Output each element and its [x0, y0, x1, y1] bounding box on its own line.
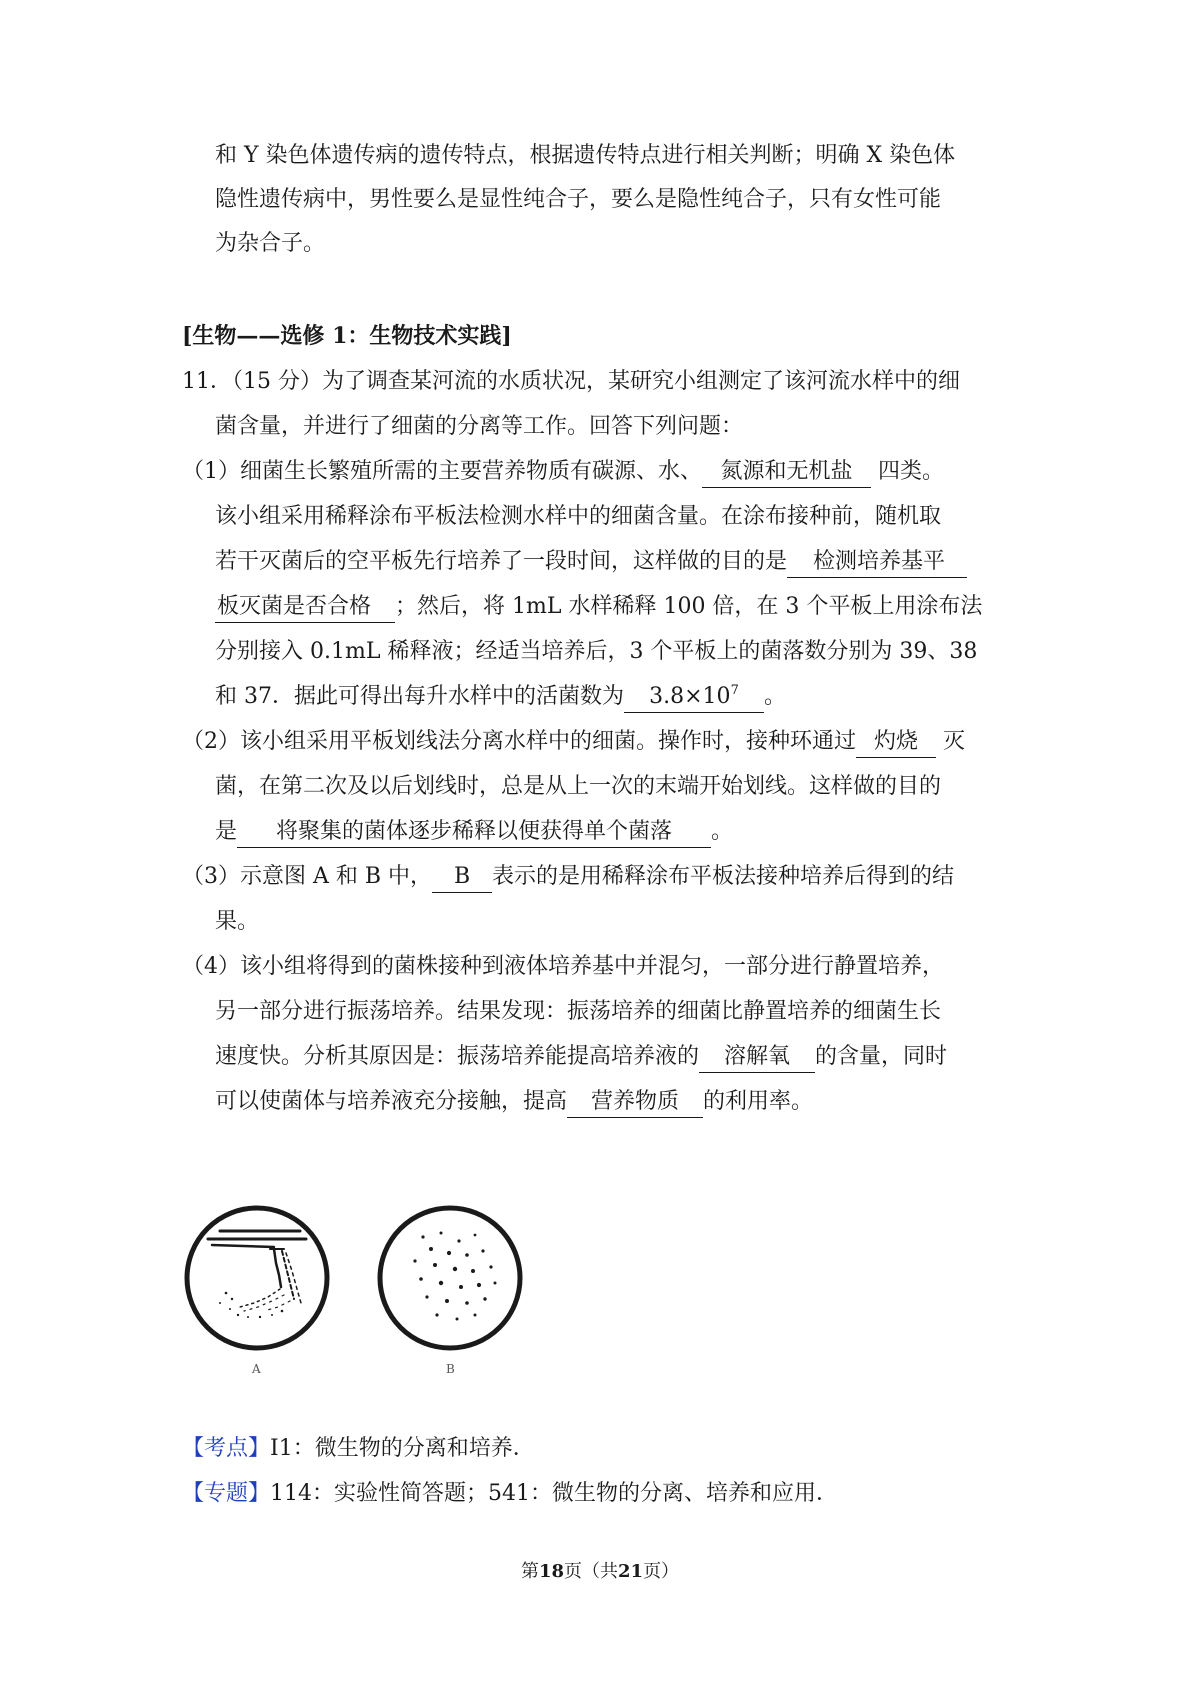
- zhuanti-text: 114：实验性简答题；541：微生物的分离、培养和应用．: [270, 1481, 838, 1506]
- intro-line-2: 隐性遗传病中，男性要么是显性纯合子，要么是隐性纯合子，只有女性可能: [215, 187, 942, 212]
- p1-answer-blank-2b: 板灭菌是否合格: [215, 592, 395, 623]
- p2-text-c1: 是: [215, 819, 238, 844]
- p2-answer-blank-2: 将聚集的菌体逐步稀释以便获得单个菌落: [237, 817, 711, 848]
- p1-text-d2: ；然后，将 1mL 水样稀释 100 倍，在 3 个平板上用涂布法: [395, 594, 983, 619]
- question-stem-1: 11．（15 分）为了调查某河流的水质状况，某研究小组测定了该河流水样中的细: [182, 369, 960, 394]
- p4-line-a: （4）该小组将得到的菌株接种到液体培养基中并混匀，一部分进行静置培养，: [182, 954, 944, 979]
- p4-answer-blank-1: 溶解氧: [699, 1042, 815, 1073]
- p3-line-a: [182, 860, 954, 894]
- figure-b-dish-outline: [380, 1208, 520, 1348]
- page-footer: [0, 1557, 1200, 1583]
- footer-pre: 第: [520, 1561, 539, 1582]
- kaodian-tag: 【考点】: [182, 1436, 271, 1461]
- p3-line-b: 果。: [215, 909, 260, 934]
- p4-text-d1: 可以使菌体与培养液充分接触，提高: [215, 1089, 568, 1114]
- question-stem-2: 菌含量，并进行了细菌的分离等工作。回答下列问题：: [215, 414, 744, 439]
- p1-text-c1: 若干灭菌后的空平板先行培养了一段时间，这样做的目的是: [215, 549, 788, 574]
- footer-total-pages: 21: [618, 1561, 644, 1582]
- p1-answer-blank-2a: 检测培养基平: [787, 547, 967, 578]
- p3-answer-blank-1: B: [432, 862, 492, 893]
- p4-text-c2: 的含量，同时: [815, 1044, 948, 1069]
- figure-a-label: A: [252, 1362, 261, 1376]
- p1-line-f: [215, 680, 786, 714]
- p1-text-a2: 四类。: [878, 459, 945, 484]
- p2-answer-blank-1: 灼烧: [856, 727, 936, 758]
- p2-line-b: 菌，在第二次及以后划线时，总是从上一次的末端开始划线。这样做的目的: [215, 774, 942, 799]
- p1-answer-blank-1: 氮源和无机盐: [702, 457, 871, 488]
- p4-text-d2: 的利用率。: [703, 1089, 814, 1114]
- intro-line-1: 和 Y 染色体遗传病的遗传特点，根据遗传特点进行相关判断；明确 X 染色体: [215, 143, 956, 168]
- p4-answer-blank-2: 营养物质: [567, 1087, 703, 1118]
- p4-line-d: [215, 1085, 813, 1119]
- p1-answer-3-base: 3.8×10: [649, 684, 731, 709]
- footer-post: 页）: [643, 1561, 680, 1582]
- p4-line-b: 另一部分进行振荡培养。结果发现：振荡培养的细菌比静置培养的细菌生长: [215, 999, 942, 1024]
- figure-a-streak-plate: [182, 1203, 332, 1353]
- kaodian-line: [182, 1432, 535, 1466]
- p3-text-a1: （3）示意图 A 和 B 中，: [182, 864, 433, 889]
- p1-line-b: 该小组采用稀释涂布平板法检测水样中的细菌含量。在涂布接种前，随机取: [215, 504, 942, 529]
- p2-line-a: [182, 725, 965, 759]
- p2-text-a2: 灭: [943, 729, 966, 754]
- footer-mid: 页（共: [564, 1561, 618, 1582]
- p1-answer-blank-3: [624, 682, 764, 713]
- section-title: [生物——选修 1：生物技术实践]: [182, 323, 512, 349]
- p3-text-a2: 表示的是用稀释涂布平板法接种培养后得到的结: [492, 864, 955, 889]
- p2-line-c: [215, 815, 733, 849]
- p1-text-a1: （1）细菌生长繁殖所需的主要营养物质有碳源、水、: [182, 459, 702, 484]
- p1-text-f1: 和 37．据此可得出每升水样中的活菌数为: [215, 684, 624, 709]
- footer-page-number: 18: [538, 1561, 564, 1582]
- kaodian-text: I1：微生物的分离和培养．: [270, 1436, 535, 1461]
- p1-line-e: 分别接入 0.1mL 稀释液；经适当培养后，3 个平板上的菌落数分别为 39、38: [215, 639, 978, 664]
- p2-text-c2: 。: [711, 819, 734, 844]
- intro-line-3: 为杂合子。: [215, 231, 326, 256]
- zhuanti-tag: 【专题】: [182, 1481, 271, 1506]
- p2-text-a1: （2）该小组采用平板划线法分离水样中的细菌。操作时，接种环通过: [182, 729, 856, 754]
- p4-line-c: [215, 1040, 947, 1074]
- p1-text-f2: 。: [764, 684, 787, 709]
- figure-a-dish-outline: [187, 1208, 327, 1348]
- zhuanti-line: [182, 1477, 838, 1511]
- figure-b-label: B: [446, 1362, 455, 1376]
- p1-answer-3-exponent: 7: [730, 683, 739, 698]
- p1-line-c: [215, 545, 967, 579]
- p1-line-d: [215, 590, 982, 624]
- p1-line-a: [182, 455, 944, 489]
- figure-b-spread-plate: [375, 1203, 525, 1353]
- p4-text-c1: 速度快。分析其原因是：振荡培养能提高培养液的: [215, 1044, 700, 1069]
